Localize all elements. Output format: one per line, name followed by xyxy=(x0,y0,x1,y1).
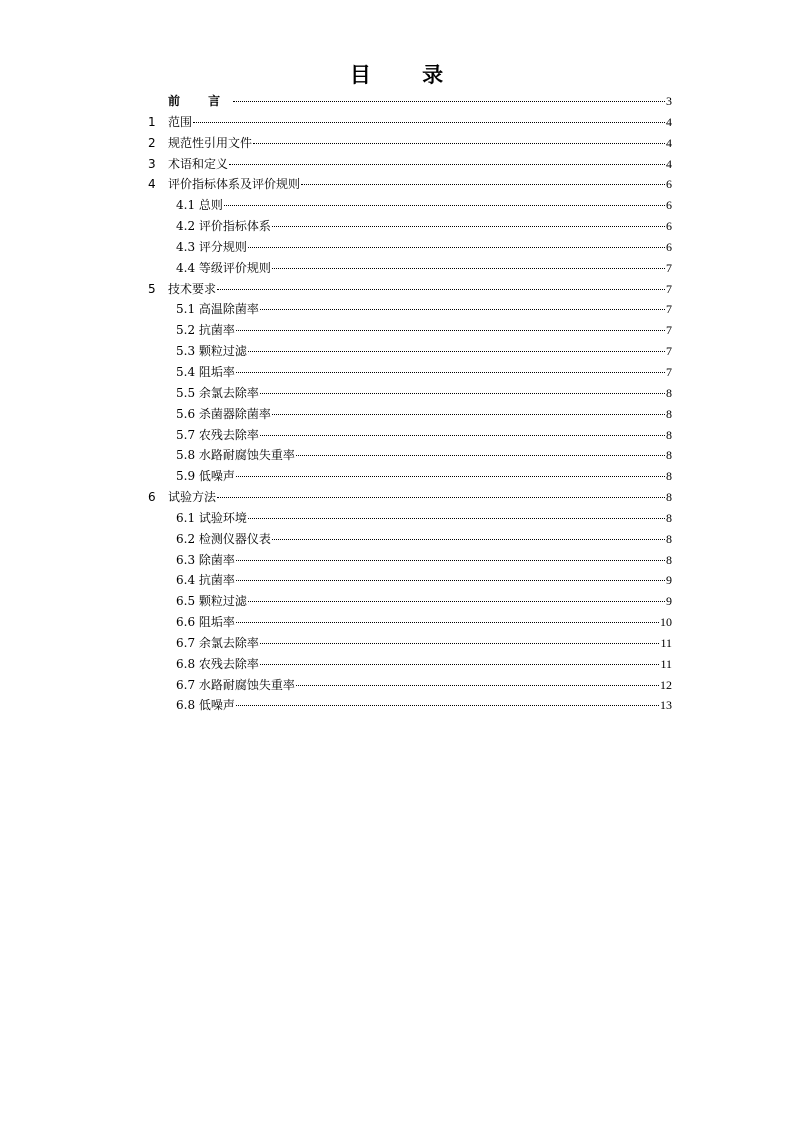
toc-entry-number: 6 xyxy=(148,490,156,505)
toc-entry[interactable] xyxy=(148,591,672,612)
toc-entry-page-number: 4 xyxy=(666,135,672,150)
toc-entry-page-number: 7 xyxy=(666,281,672,296)
toc-entry-label: 规范性引用文件 xyxy=(168,135,253,150)
dot-leader xyxy=(272,538,665,540)
toc-entry-page-number: 7 xyxy=(666,364,672,379)
toc-entry-page-number: 8 xyxy=(666,448,672,463)
toc-entry[interactable] xyxy=(148,216,672,237)
dot-leader xyxy=(217,496,665,498)
toc-entry[interactable] xyxy=(148,320,672,341)
toc-entry[interactable] xyxy=(148,425,672,446)
toc-entry-label: 范围 xyxy=(168,114,193,129)
toc-entry-page-number: 8 xyxy=(666,427,672,442)
toc-entry-page-number: 9 xyxy=(666,594,672,609)
toc-entry-label: 4.3 评分规则 xyxy=(176,239,247,254)
toc-entry-label: 6.3 除菌率 xyxy=(176,552,235,567)
toc-entry-label: 6.7 水路耐腐蚀失重率 xyxy=(176,677,295,692)
dot-leader xyxy=(236,329,665,331)
toc-entry-label: 4.2 评价指标体系 xyxy=(176,219,271,234)
dot-leader xyxy=(236,475,665,477)
dot-leader xyxy=(272,225,665,227)
toc-entry-number: 3 xyxy=(148,156,156,171)
toc-entry-page-number: 4 xyxy=(666,156,672,171)
toc-entry[interactable] xyxy=(148,341,672,362)
toc-entry-page-number: 8 xyxy=(666,510,672,525)
toc-entry[interactable] xyxy=(148,362,672,383)
table-of-contents xyxy=(148,91,672,716)
toc-entry-label: 前 言 xyxy=(168,94,233,108)
toc-entry-label: 6.6 阻垢率 xyxy=(176,615,235,630)
toc-entry-page-number: 8 xyxy=(666,531,672,546)
toc-entry-label: 术语和定义 xyxy=(168,156,229,171)
dot-leader xyxy=(260,642,660,644)
toc-entry-page-number: 10 xyxy=(660,615,672,630)
toc-entry[interactable] xyxy=(148,237,672,258)
dot-leader xyxy=(229,163,665,165)
toc-entry-label: 试验方法 xyxy=(168,490,217,505)
dot-leader xyxy=(233,100,665,102)
toc-entry-page-number: 6 xyxy=(666,198,672,213)
dot-leader xyxy=(236,704,659,706)
toc-entry-page-number: 3 xyxy=(666,94,672,108)
toc-entry-page-number: 7 xyxy=(666,260,672,275)
toc-entry[interactable] xyxy=(148,91,672,112)
toc-entry[interactable] xyxy=(148,529,672,550)
dot-leader xyxy=(301,183,665,185)
toc-entry-label: 5.8 水路耐腐蚀失重率 xyxy=(176,448,295,463)
toc-entry-label: 5.9 低噪声 xyxy=(176,469,235,484)
dot-leader xyxy=(260,434,665,436)
toc-entry-label: 5.6 杀菌器除菌率 xyxy=(176,406,271,421)
dot-leader xyxy=(217,288,665,290)
toc-entry-page-number: 11 xyxy=(660,656,672,671)
toc-entry[interactable] xyxy=(148,633,672,654)
toc-entry[interactable] xyxy=(148,445,672,466)
toc-entry[interactable] xyxy=(148,695,672,716)
toc-entry-label: 5.7 农残去除率 xyxy=(176,427,259,442)
toc-entry-label: 4.4 等级评价规则 xyxy=(176,260,271,275)
toc-entry-label: 6.8 农残去除率 xyxy=(176,656,259,671)
toc-entry-label: 5.1 高温除菌率 xyxy=(176,302,259,317)
dot-leader xyxy=(248,246,665,248)
dot-leader xyxy=(260,663,660,665)
toc-entry-number: 1 xyxy=(148,114,156,129)
toc-entry[interactable] xyxy=(148,299,672,320)
toc-entry-page-number: 7 xyxy=(666,344,672,359)
toc-entry-page-number: 8 xyxy=(666,552,672,567)
toc-entry[interactable] xyxy=(148,570,672,591)
toc-entry-label: 6.1 试验环境 xyxy=(176,510,247,525)
toc-entry-page-number: 4 xyxy=(666,114,672,129)
toc-entry-label: 6.4 抗菌率 xyxy=(176,573,235,588)
dot-leader xyxy=(253,142,665,144)
toc-entry-label: 6.5 颗粒过滤 xyxy=(176,594,247,609)
dot-leader xyxy=(296,454,665,456)
dot-leader xyxy=(296,684,659,686)
dot-leader xyxy=(193,121,665,123)
toc-entry[interactable] xyxy=(148,550,672,571)
toc-entry-page-number: 13 xyxy=(660,698,672,713)
toc-entry[interactable] xyxy=(148,508,672,529)
toc-entry-page-number: 6 xyxy=(666,239,672,254)
dot-leader xyxy=(272,267,665,269)
dot-leader xyxy=(236,579,665,581)
toc-entry-label: 5.2 抗菌率 xyxy=(176,323,235,338)
toc-entry[interactable] xyxy=(148,466,672,487)
toc-entry[interactable] xyxy=(148,195,672,216)
dot-leader xyxy=(260,392,665,394)
toc-entry-label: 5.5 余氯去除率 xyxy=(176,385,259,400)
toc-entry-label: 评价指标体系及评价规则 xyxy=(168,177,301,192)
dot-leader xyxy=(236,621,659,623)
toc-entry-page-number: 6 xyxy=(666,219,672,234)
toc-entry-label: 技术要求 xyxy=(168,281,217,296)
toc-entry-label: 6.8 低噪声 xyxy=(176,698,235,713)
toc-entry[interactable] xyxy=(148,174,672,195)
toc-entry-page-number: 8 xyxy=(666,385,672,400)
toc-entry-label: 4.1 总则 xyxy=(176,198,223,213)
toc-entry-page-number: 7 xyxy=(666,302,672,317)
dot-leader xyxy=(272,413,665,415)
toc-entry-number: 4 xyxy=(148,177,156,192)
dot-leader xyxy=(248,600,665,602)
toc-entry-page-number: 8 xyxy=(666,406,672,421)
dot-leader xyxy=(224,204,665,206)
toc-entry[interactable] xyxy=(148,279,672,300)
toc-entry[interactable] xyxy=(148,133,672,154)
toc-entry-label: 6.2 检测仪器仪表 xyxy=(176,531,271,546)
toc-entry-page-number: 8 xyxy=(666,490,672,505)
dot-leader xyxy=(248,517,665,519)
toc-entry[interactable] xyxy=(148,154,672,175)
toc-entry-page-number: 7 xyxy=(666,323,672,338)
dot-leader xyxy=(236,559,665,561)
dot-leader xyxy=(236,371,665,373)
toc-entry-page-number: 11 xyxy=(660,635,672,650)
toc-entry-number: 2 xyxy=(148,135,156,150)
toc-entry[interactable] xyxy=(148,612,672,633)
toc-entry-label: 5.4 阻垢率 xyxy=(176,364,235,379)
toc-entry-page-number: 6 xyxy=(666,177,672,192)
toc-entry[interactable] xyxy=(148,258,672,279)
toc-entry-number: 5 xyxy=(148,281,156,296)
dot-leader xyxy=(260,308,665,310)
toc-entry[interactable] xyxy=(148,487,672,508)
toc-entry-label: 6.7 余氯去除率 xyxy=(176,635,259,650)
toc-entry-label: 5.3 颗粒过滤 xyxy=(176,344,247,359)
toc-entry[interactable] xyxy=(148,383,672,404)
toc-entry[interactable] xyxy=(148,675,672,696)
toc-entry-page-number: 8 xyxy=(666,469,672,484)
dot-leader xyxy=(248,350,665,352)
toc-title: 目 录 xyxy=(349,63,466,87)
toc-entry[interactable] xyxy=(148,404,672,425)
toc-entry-page-number: 12 xyxy=(660,677,672,692)
toc-entry-page-number: 9 xyxy=(666,573,672,588)
toc-entry[interactable] xyxy=(148,654,672,675)
toc-entry[interactable] xyxy=(148,112,672,133)
